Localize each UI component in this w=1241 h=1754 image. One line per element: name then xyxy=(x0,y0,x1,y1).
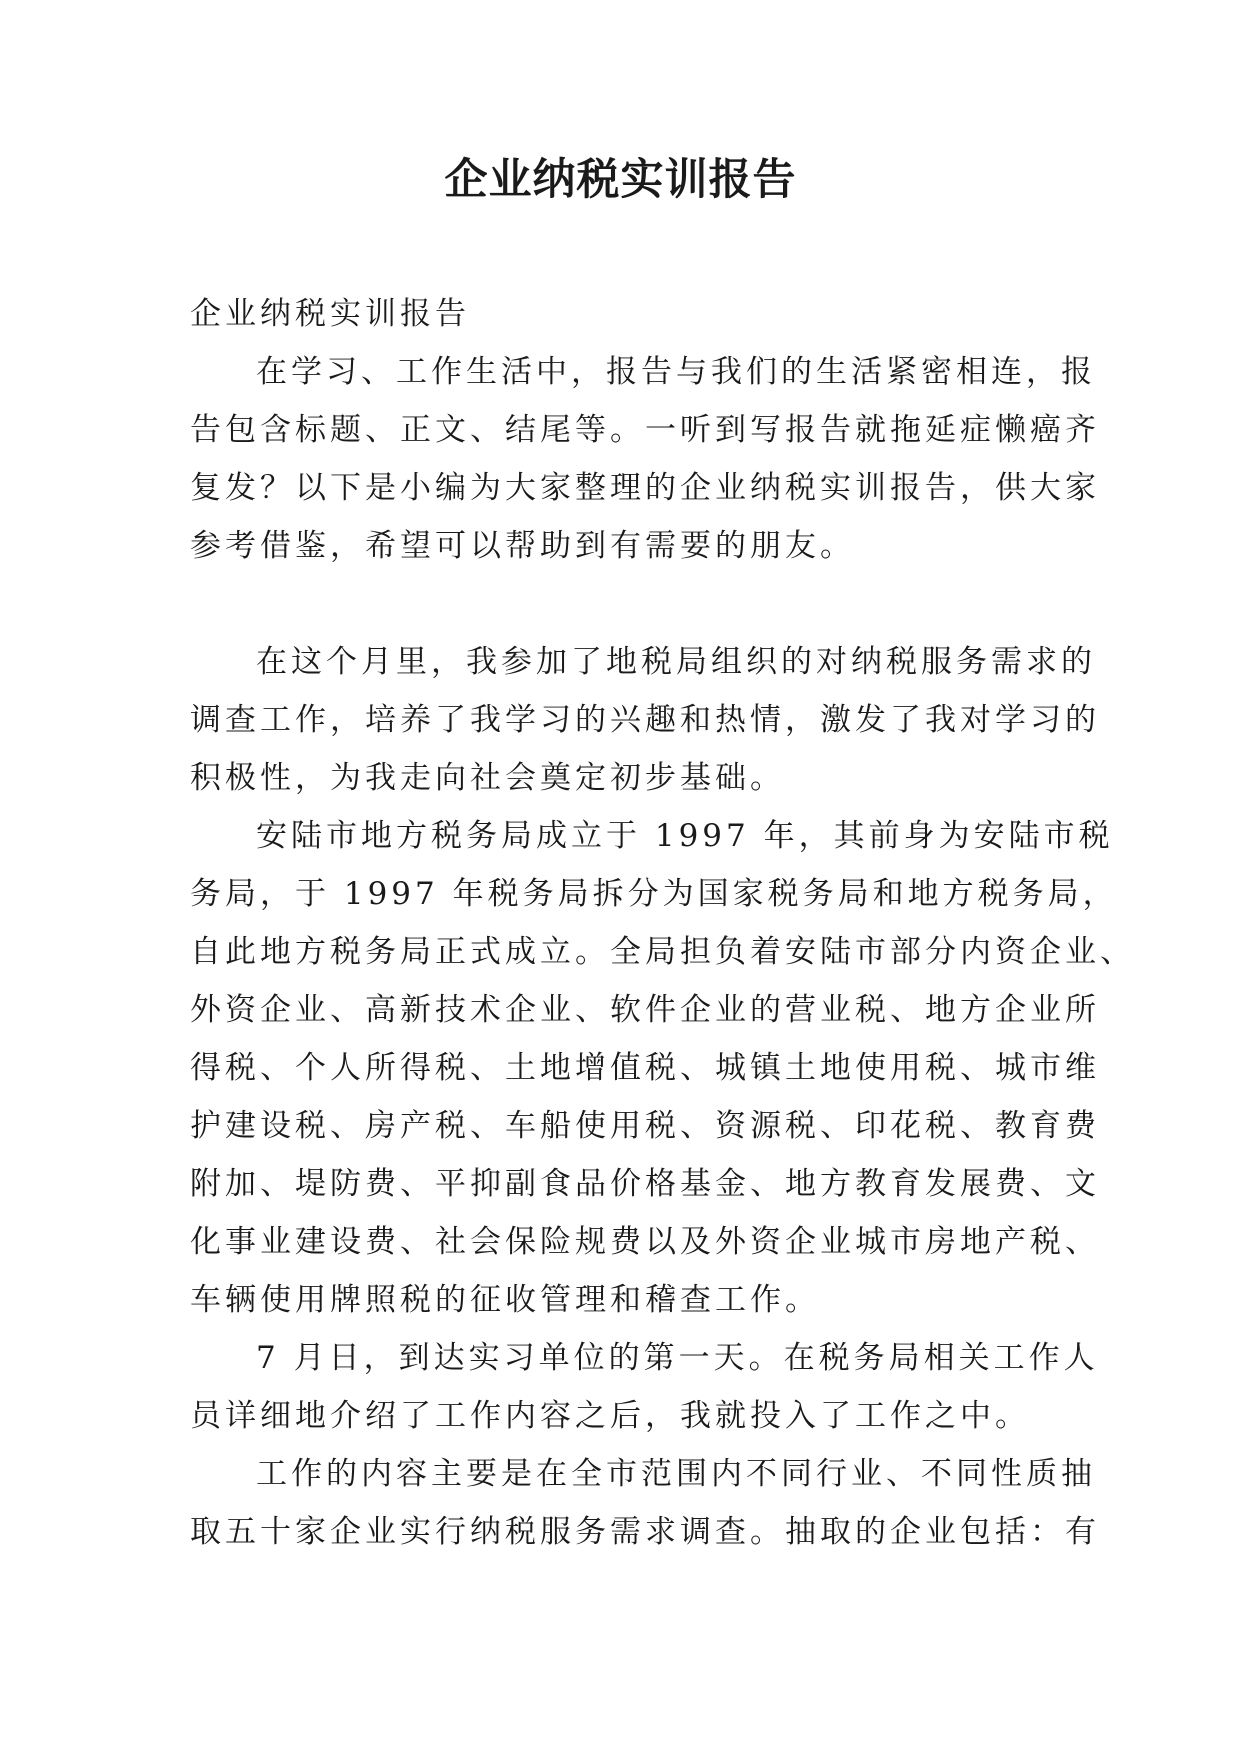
paragraph xyxy=(190,633,1100,807)
subtitle-line: 企业纳税实训报告 xyxy=(190,296,470,332)
paragraph-line: 调查工作，培养了我学习的兴趣和热情，激发了我对学习的 xyxy=(190,702,1100,738)
paragraph-line: 安陆市地方税务局成立于 1997 年，其前身为安陆市税 xyxy=(256,818,1114,854)
paragraph-line: 复发？以下是小编为大家整理的企业纳税实训报告，供大家 xyxy=(190,470,1100,506)
paragraph-line: 务局，于 1997 年税务局拆分为国家税务局和地方税务局， xyxy=(190,876,1118,912)
paragraph-line: 在这个月里，我参加了地税局组织的对纳税服务需求的 xyxy=(256,644,1096,680)
paragraph-gap xyxy=(190,575,1070,633)
paragraph xyxy=(190,1445,1100,1561)
paragraph-line: 在学习、工作生活中，报告与我们的生活紧密相连，报 xyxy=(256,354,1096,390)
paragraph-line: 附加、堤防费、平抑副食品价格基金、地方教育发展费、文 xyxy=(190,1166,1100,1202)
paragraph-line: 自此地方税务局正式成立。全局担负着安陆市部分内资企业、 xyxy=(190,934,1135,970)
paragraph-line: 得税、个人所得税、土地增值税、城镇土地使用税、城市维 xyxy=(190,1050,1100,1086)
paragraph-line: 积极性，为我走向社会奠定初步基础。 xyxy=(190,760,785,796)
paragraph-line: 员详细地介绍了工作内容之后，我就投入了工作之中。 xyxy=(190,1398,1030,1434)
paragraph-line: 工作的内容主要是在全市范围内不同行业、不同性质抽 xyxy=(256,1456,1096,1492)
paragraph-line: 化事业建设费、社会保险规费以及外资企业城市房地产税、 xyxy=(190,1224,1100,1260)
paragraph-line: 取五十家企业实行纳税服务需求调查。抽取的企业包括：有 xyxy=(190,1514,1100,1550)
paragraph-line: 车辆使用牌照税的征收管理和稽查工作。 xyxy=(190,1282,820,1318)
paragraph-line: 告包含标题、正文、结尾等。一听到写报告就拖延症懒癌齐 xyxy=(190,412,1100,448)
document-body xyxy=(190,285,1135,1561)
document-title: 企业纳税实训报告 xyxy=(444,155,797,205)
paragraph xyxy=(190,1329,1099,1445)
paragraph-line: 护建设税、房产税、车船使用税、资源税、印花税、教育费 xyxy=(190,1108,1100,1144)
paragraph xyxy=(190,343,1100,575)
paragraph-line: 外资企业、高新技术企业、软件企业的营业税、地方企业所 xyxy=(190,992,1100,1028)
paragraph xyxy=(190,807,1135,1329)
paragraph-line: 参考借鉴，希望可以帮助到有需要的朋友。 xyxy=(190,528,855,564)
paragraph-line: 7 月日，到达实习单位的第一天。在税务局相关工作人 xyxy=(256,1340,1099,1376)
